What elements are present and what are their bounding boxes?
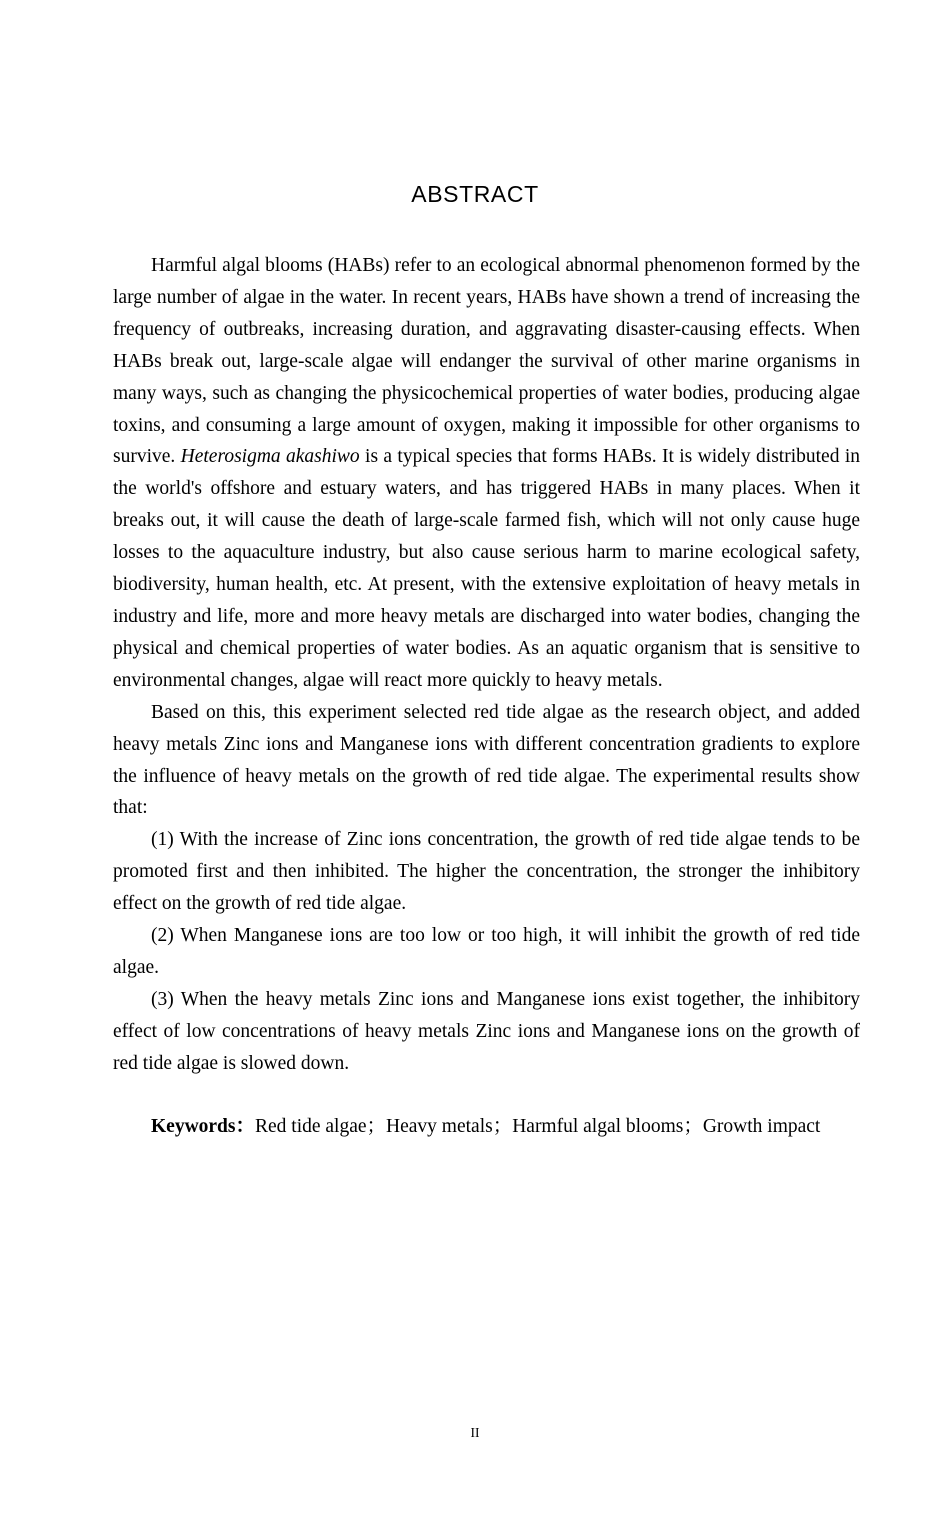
paragraph-4-result-2: (2) When Manganese ions are too low or too high, it will inhibit the growth of red tide algae. bbox=[113, 925, 860, 978]
abstract-page bbox=[0, 181, 950, 1525]
keywords-label: Keywords： bbox=[151, 1116, 255, 1138]
keywords-line bbox=[113, 1111, 860, 1143]
paragraph-1-text-b: is a typical species that forms HABs. It is widely distributed in the world's offshore and estuary waters, and has triggered HABs in many places. When it breaks out, it will cause the death of large-scale farmed fish, which will not only cause huge losses to the aquaculture industry, but also cause serious harm to marine ecological safety, biodiversity, human health, etc. At present, with the extensive exploitation of heavy metals in industry and life, more and more heavy metals are discharged into water bodies, changing the physical and chemical properties of water bodies. As an aquatic organism that is sensitive to environmental changes, algae will react more quickly to heavy metals. bbox=[113, 446, 860, 691]
paragraph-2: Based on this, this experiment selected red tide algae as the research object, and added heavy metals Zinc ions and Manganese ions with different concentration gradients to explore the influence of heavy metals on the growth of red tide algae. The experimental results show that: bbox=[113, 701, 860, 819]
keywords-items: Red tide algae；Heavy metals；Harmful algal blooms；Growth impact bbox=[255, 1116, 821, 1138]
page-title: ABSTRACT bbox=[411, 181, 539, 207]
page-number: II bbox=[470, 1425, 480, 1440]
abstract-content bbox=[113, 250, 860, 1143]
species-name-italic: Heterosigma akashiwo bbox=[180, 446, 360, 468]
paragraph-5-result-3: (3) When the heavy metals Zinc ions and Manganese ions exist together, the inhibitory effect of low concentrations of heavy metals Zinc ions and Manganese ions on the growth of red tide algae is slowed down. bbox=[113, 988, 860, 1074]
paragraph-3-result-1: (1) With the increase of Zinc ions concentration, the growth of red tide algae tends to be promoted first and then inhibited. The higher the concentration, the stronger the inhibitory effect on the growth of red tide algae. bbox=[113, 829, 860, 915]
paragraph-1-text-a: Harmful algal blooms (HABs) refer to an ecological abnormal phenomenon formed by the large number of algae in the water. In recent years, HABs have shown a trend of increasing the frequency of outbreaks, increasing duration, and aggravating disaster-causing effects. When HABs break out, large-scale algae will endanger the survival of other marine organisms in many ways, such as changing the physicochemical properties of water bodies, producing algae toxins, and consuming a large amount of oxygen, making it impossible for other organisms to survive. bbox=[113, 255, 860, 468]
paragraph-1 bbox=[113, 250, 860, 697]
